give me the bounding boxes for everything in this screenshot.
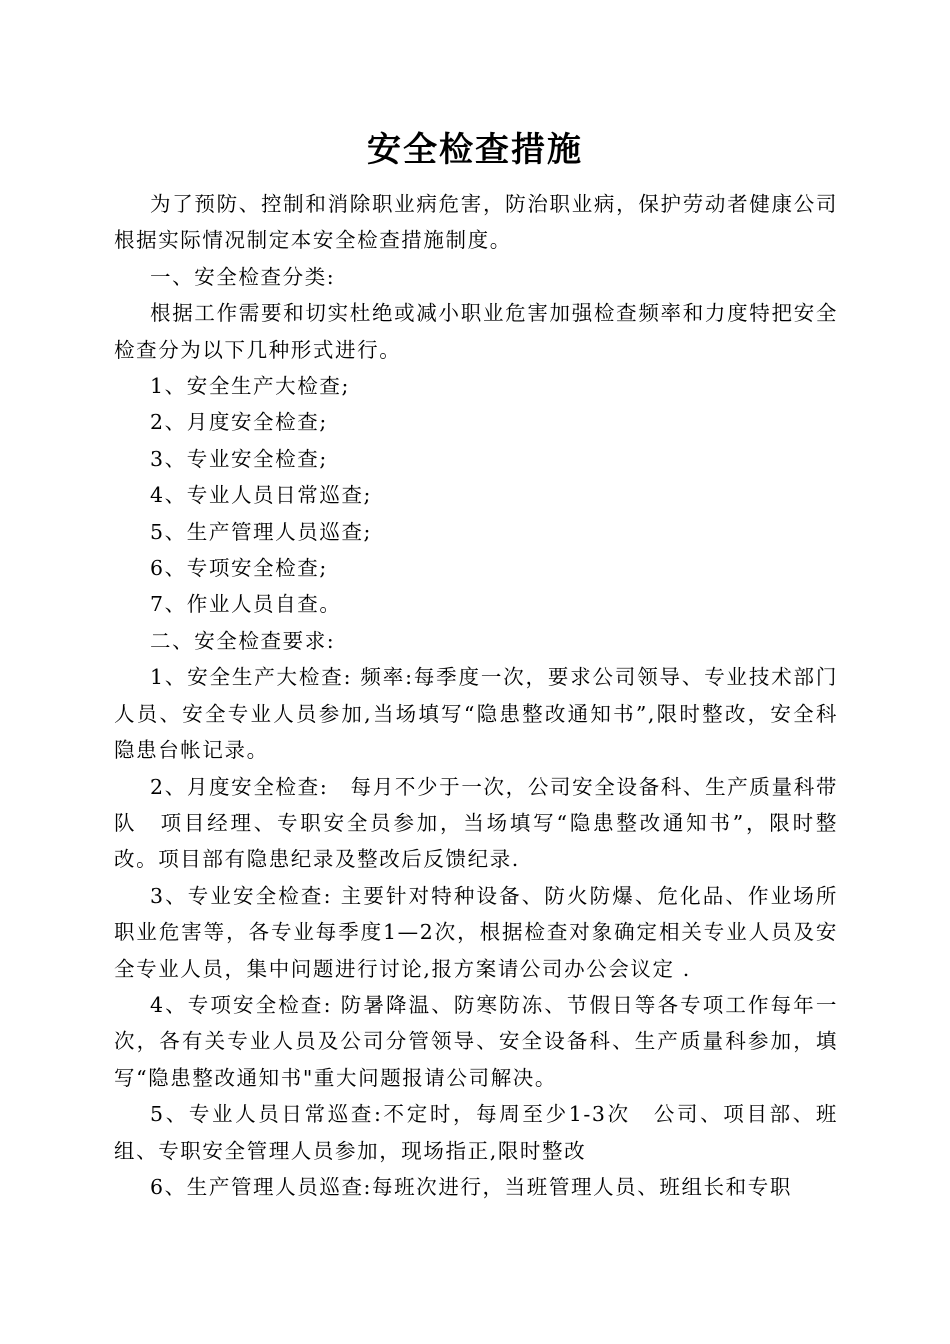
requirement-paragraph: 5、专业人员日常巡查:不定时，每周至少1-3次 公司、项目部、班组、专职安全管理人员参加，现场指正,限时整改 (114, 1102, 838, 1163)
list-item: 4、专业人员日常巡查; (150, 483, 373, 508)
section-heading-requirements: 二、安全检查要求: (150, 628, 336, 653)
list-item: 6、专项安全检查; (150, 556, 328, 581)
section-heading-classification: 一、安全检查分类: (150, 264, 336, 289)
intro-paragraph: 为了预防、控制和消除职业病危害，防治职业病，保护劳动者健康公司根据实际情况制定本安全检查措施制度。 (114, 192, 838, 253)
list-item: 7、作业人员自查。 (150, 592, 342, 617)
document-body (114, 186, 838, 1205)
requirement-paragraph: 1、安全生产大检查: 频率:每季度一次，要求公司领导、专业技术部门人员、安全专业人员参加,当场填写“隐患整改通知书”,限时整改，安全科隐患台帐记录。 (114, 665, 838, 763)
requirement-paragraph: 4、专项安全检查: 防暑降温、防寒防冻、节假日等各专项工作每年一次，各有关专业人员及公司分管领导、安全设备科、生产质量科参加，填写“隐患整改通知书"重大问题报请公司解决。 (114, 992, 838, 1090)
list-item: 5、生产管理人员巡查; (150, 519, 373, 544)
requirement-paragraph: 2、月度安全检查: 每月不少于一次，公司安全设备科、生产质量科带队 项目经理、专职安全员参加，当场填写“隐患整改通知书”，限时整改。项目部有隐患纪录及整改后反馈纪录. (114, 774, 838, 872)
document-title: 安全检查措施 (367, 130, 583, 170)
requirement-paragraph: 3、专业安全检查: 主要针对特种设备、防火防爆、危化品、作业场所职业危害等，各专业每季度1—2次，根据检查对象确定相关专业人员及安全专业人员，集中问题进行讨论,报方案请公司办公会议定 . (114, 883, 838, 981)
requirement-paragraph: 6、生产管理人员巡查:每班次进行，当班管理人员、班组长和专职 (150, 1174, 792, 1199)
classification-paragraph: 根据工作需要和切实杜绝或减小职业危害加强检查频率和力度特把安全检查分为以下几种形式进行。 (114, 301, 838, 362)
list-item: 3、专业安全检查; (150, 446, 328, 471)
list-item: 2、月度安全检查; (150, 410, 328, 435)
list-item: 1、安全生产大检查; (150, 374, 350, 399)
